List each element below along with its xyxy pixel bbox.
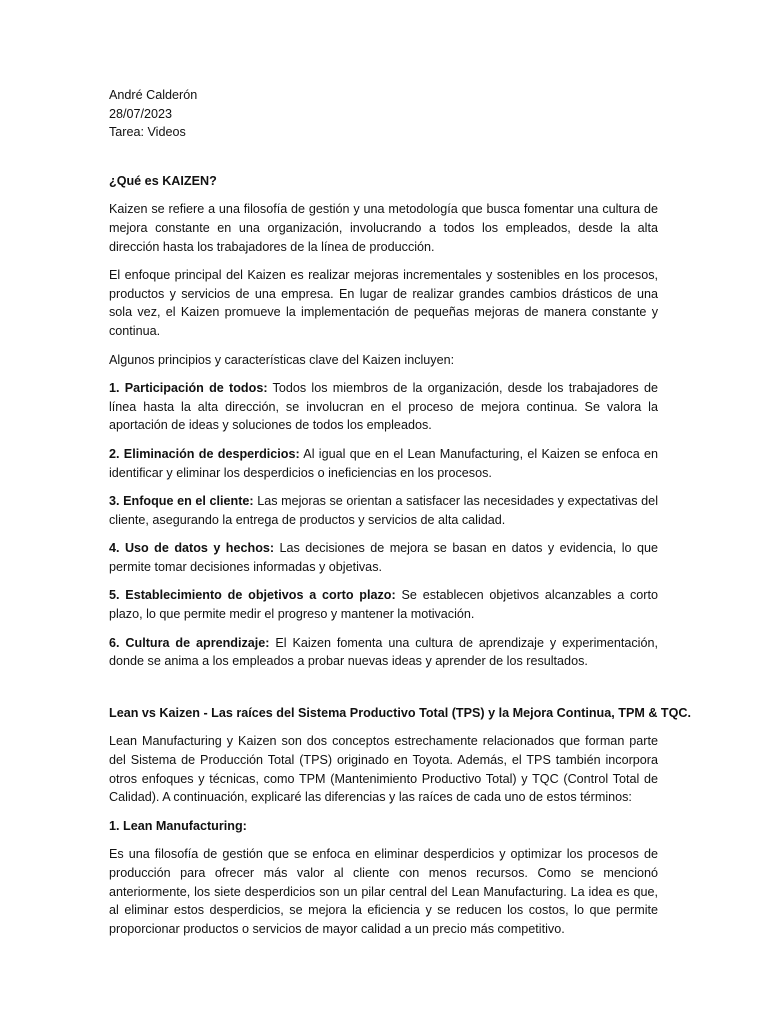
principle-text: Las mejoras se orientan a satisfacer las necesidades y expectativas del cliente, asegurando la entrega de productos y servicios de alta calidad.: [109, 494, 658, 527]
intro-paragraph-1: Kaizen se refiere a una filosofía de gestión y una metodología que busca fomentar una cultura de mejora constante en una organización, involucrando a todos los empleados, desde la alta dirección hasta los trabajadores de la línea de producción.: [109, 202, 658, 254]
section2-paragraph-1: Lean Manufacturing y Kaizen son dos conceptos estrechamente relacionados que forman parte del Sistema de Producción Total (TPS) originado en Toyota. Además, el TPS también incorpora otros enfoques y técnicas, como TPM (Mantenimiento Productivo Total) y TQC (Control Total de Calidad). A continuación, explicaré las diferencias y las raíces de cada uno de estos términos:: [109, 734, 658, 805]
principle-item: [109, 586, 658, 623]
principle-text: Las decisiones de mejora se basan en datos y evidencia, lo que permite tomar decisiones informadas y objetivas.: [109, 541, 658, 574]
section2-paragraph-2: Es una filosofía de gestión que se enfoca en eliminar desperdicios y optimizar los procesos de producción para ofrecer más valor al cliente con menos recursos. Como se mencionó anteriormente, los siete desperdicios son un pilar central del Lean Manufacturing. La idea es que, al eliminar estos desperdicios, se mejora la eficiencia y se reducen los costos, lo que permite proporcionar productos o servicios de mayor calidad a un precio más competitivo.: [109, 847, 658, 936]
principle-text: El Kaizen fomenta una cultura de aprendizaje y experimentación, donde se anima a los empleados a probar nuevas ideas y aprender de los resultados.: [109, 635, 658, 669]
principle-item: [109, 539, 658, 576]
principle-title: 6. Cultura de aprendizaje:: [109, 635, 270, 650]
kaizen-question-heading: ¿Qué es KAIZEN?: [109, 173, 217, 188]
document-date: 28/07/2023: [109, 106, 173, 121]
principle-item: [109, 492, 658, 529]
principle-item: [109, 634, 658, 671]
principle-title: 5. Establecimiento de objetivos a corto plazo:: [109, 588, 396, 603]
lean-manufacturing-subheading: 1. Lean Manufacturing:: [109, 818, 247, 833]
intro-paragraph-2: El enfoque principal del Kaizen es realizar mejoras incrementales y sostenibles en los procesos, productos y servicios de una empresa. En lugar de realizar grandes cambios drásticos de una sola vez, el Kaizen promueve la implementación de pequeñas mejoras de manera constante y continua.: [109, 268, 658, 338]
principle-title: 3. Enfoque en el cliente:: [109, 494, 254, 509]
principle-title: 2. Eliminación de desperdicios:: [109, 446, 300, 461]
intro-paragraph-3: Algunos principios y características clave del Kaizen incluyen:: [109, 352, 455, 367]
principle-title: 1. Participación de todos:: [109, 381, 268, 396]
principle-item: [109, 445, 658, 482]
document-body: [109, 86, 692, 948]
author-name: André Calderón: [109, 88, 198, 102]
principle-title: 4. Uso de datos y hechos:: [109, 541, 275, 556]
principle-item: [109, 379, 658, 435]
principle-text: Al igual que en el Lean Manufacturing, el Kaizen se enfoca en identificar y eliminar los desperdicios o ineficiencias en los procesos.: [109, 446, 659, 480]
assignment-label: Tarea: Videos: [109, 125, 186, 140]
lean-vs-kaizen-heading: Lean vs Kaizen - Las raíces del Sistema Productivo Total (TPS) y la Mejora Continua, TPM & TQC.: [109, 705, 692, 720]
principle-text: Se establecen objetivos alcanzables a corto plazo, lo que permite medir el progreso y mantener la motivación.: [109, 588, 658, 622]
principle-text: Todos los miembros de la organización, desde los trabajadores de línea hasta la alta dirección, se involucran en el proceso de mejora continua. Se valora la aportación de ideas y soluciones de todos los empleados.: [109, 381, 658, 433]
